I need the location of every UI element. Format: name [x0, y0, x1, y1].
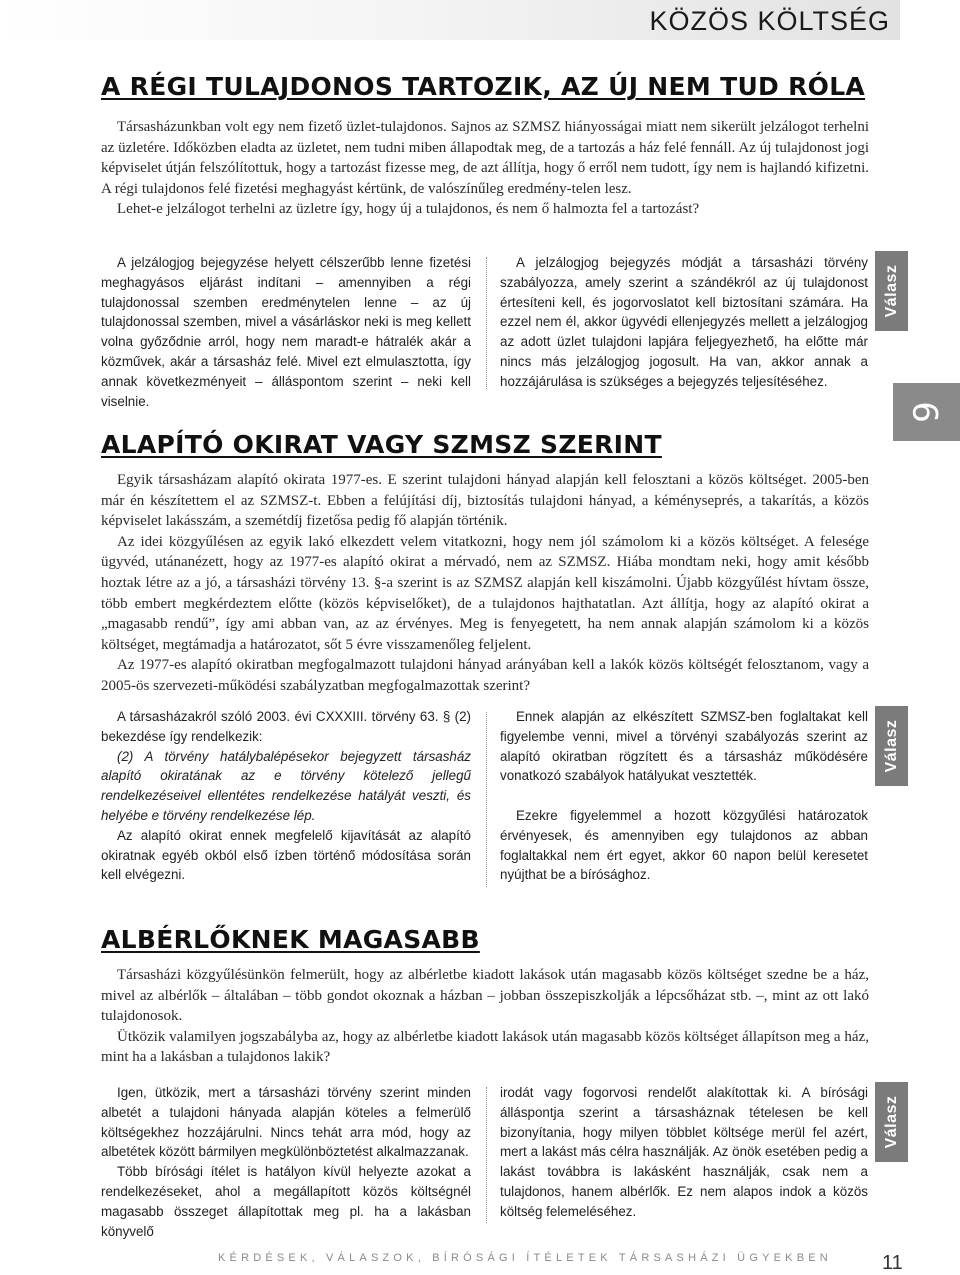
question-1 — [101, 117, 869, 220]
answer-2-left-paragraph: A társasházakról szóló 2003. évi CXXXIII. törvény 63. § (2) bekezdése így rendelkezik: — [101, 709, 471, 744]
section-title-3: ALBÉRLŐKNEK MAGASABB — [101, 925, 480, 954]
answer-3-right-paragraph: irodát vagy fogorvosi rendelőt alakítottak ki. A bírósági álláspontja szerint a társasháznak tételesen be kell bizonyítania, hogy milyen többlet költsége merül fel azért, mert a lakást más célra használják. Az önök esetében pedig a lakást továbbra is lakásként használják, csak nem a tulajdonos, hanem albérlők. Ez nem alapos indok a közös költség felemeléséhez. — [500, 1085, 868, 1219]
question-2-paragraph: Egyik társasházam alapító okirata 1977-es. E szerint tulajdoni hányad alapján kell felosztani a közös költséget. 2005-ben már én készítettem el az SZMSZ-t. Ebben a felújítási díj, biztosítás tulajdoni hányad, a kéményseprés, a takarítás, a közös képviselet lakásszám, a szemétdíj fizetősa pedig fő alapján történik. — [101, 472, 869, 530]
page-number: 11 — [882, 1252, 903, 1274]
answer-2-left-quote: (2) A törvény hatálybalépésekor bejegyzett társasház alapító okiratának az e törvény kötelező jellegű rendelkezéseivel ellentétes rendelkezése hatályát veszti, és helyébe e törvény rendelkezése lép. — [101, 748, 471, 823]
question-3-paragraph: Ütközik valamilyen jogszabályba az, hogy az albérletbe kiadott lakások után magasabb közös költséget állapítson meg a ház, mint ha a lakásban a tulajdonos lakik? — [101, 1028, 869, 1066]
question-2-paragraph: Az idei közgyűlésen az egyik lakó elkezdett velem vitatkozni, hogy nem jól számolom ki a közös költséget. A felesége ügyvéd, utánanézett, hogy az 1977-es alapító okirat a mérvadó, nem az SZMSZ. Hiába mondtam neki, hogy amit később hoztak létre az a jó, a társasházi törvény 13. §-a szerint is az SZMSZ alapján kell kiszámolni. Újabb közgyűlést hívtam össze, több embert megkérdeztem előtte (közös képviselőket), de a tulajdonos hajthatatlan. Azt állítja, hogy az alapító okirat a „magasabb rendű”, így ami abban van, az az érvényes. Meg is fenyegetett, ha nem annak alapján számolom ki a közös költséget, megtámadja a határozatot, sőt 5 évre visszamenőleg feljelent. — [101, 533, 869, 653]
answer-2-right-paragraph: Ezekre figyelemmel a hozott közgyűlési határozatok érvényesek, és amennyiben egy tulajdonos az abban foglaltakkal nem ért egyet, akkor 60 napon belül keresetet nyújthat be a bírósághoz. — [500, 807, 868, 883]
column-divider — [486, 257, 487, 389]
question-1-paragraph: Lehet-e jelzálogot terhelni az üzletre így, hogy új a tulajdonos, és nem ő halmozta fel a tartozást? — [117, 201, 700, 218]
answer-2-left-paragraph: Az alapító okirat ennek megfelelő kijavítását az alapító okiratnak egyéb okból első ízben történő módosítása során kell elvégezni. — [101, 827, 471, 883]
section-title-1: A RÉGI TULAJDONOS TARTOZIK, AZ ÚJ NEM TUD RÓLA — [101, 72, 866, 101]
valasz-label: Válasz — [882, 719, 900, 773]
answer-3-left-paragraph: Igen, ütközik, mert a társasházi törvény szerint minden albetét a tulajdoni hányada alapján köteles a felmerülő költségekhez hozzájárulni. Nincs tehát arra mód, hogy az albetétek között bármilyen megkülönböztetést alkalmazzanak. — [101, 1085, 471, 1160]
valasz-tab-1 — [875, 251, 908, 331]
footer-publication-title: KÉRDÉSEK, VÁLASZOK, BÍRÓSÁGI ÍTÉLETEK TÁRSASHÁZI ÜGYEKBEN — [218, 1252, 832, 1264]
running-header-title: KÖZÖS KÖLTSÉG — [649, 6, 890, 36]
chapter-number: 9 — [906, 401, 947, 423]
column-divider — [486, 712, 487, 887]
answer-1-left-column — [101, 253, 471, 411]
chapter-number-tab — [893, 383, 960, 441]
answer-2-right-paragraph: Ennek alapján az elkészített SZMSZ-ben foglaltakat kell figyelembe venni, mivel a törvényi szabályozás szerint az alapító okiratban rögzített és a társasház működésére vonatkozó szabályok hatályukat vesztették. — [500, 709, 868, 784]
answer-3-left-paragraph: Több bírósági ítélet is hatályon kívül helyezte azokat a rendelkezéseket, ahol a megállapított közös költségnél magasabb összeget állapítottak meg pl. ha a lakásban könyvelő — [101, 1164, 471, 1239]
valasz-tab-2 — [875, 706, 908, 786]
answer-1-right-column — [500, 253, 868, 392]
answer-3-right-column — [500, 1083, 868, 1222]
answer-1-left-paragraph: A jelzálogjog bejegyzése helyett célszerűbb lenne fizetési meghagyásos eljárást indítani – amennyiben a régi tulajdonossal szemben eredménytelen lenne – az új tulajdonossal szemben, mivel a vásárláskor neki is meg kellett volna győződnie arról, hogy nem maradt-e hátralék akár a közművek, akár a társasház felé. Mivel ezt elmulasztotta, így annak következményeit – álláspontom szerint – neki kell viselnie. — [101, 255, 471, 409]
answer-2-right-column — [500, 707, 868, 885]
answer-1-right-paragraph: A jelzálogjog bejegyzés módját a társasházi törvény szabályozza, amely szerint a szándékról az új tulajdonost értesíteni kell, és jogorvoslatot kell biztosítani számára. Ha ezzel nem él, akkor ügyvédi ellenjegyzés mellett a jelzálogjog az adott üzlet tulajdoni lapjára feljegyezhető, ha előtte már nincs más jelzálogjog jogosult. Ha van, akkor annak a hozzájárulása is szükséges a bejegyzés teljesítéséhez. — [500, 255, 868, 389]
question-3 — [101, 965, 869, 1068]
question-3-paragraph: Társasházi közgyűlésünkön felmerült, hogy az albérletbe kiadott lakások után magasabb közös költséget szedne be a ház, mivel az albérlők – általában – több gondot okoznak a házban – jobban összepiszkolják a lépcsőházat stb. –, mint az ott lakó tulajdonosok. — [101, 967, 869, 1025]
valasz-label: Válasz — [882, 264, 900, 318]
answer-2-left-column — [101, 707, 471, 885]
valasz-label: Válasz — [882, 1095, 900, 1149]
section-title-2: ALAPÍTÓ OKIRAT VAGY SZMSZ SZERINT — [101, 430, 662, 459]
question-2-paragraph: Az 1977-es alapító okiratban megfogalmazott tulajdoni hányad arányában kell a lakók közös költségét felosztanom, vagy a 2005-ös szervezeti-működési szabályzatban megfogalmazottak szerint? — [101, 657, 869, 694]
answer-3-left-column — [101, 1083, 471, 1241]
valasz-tab-3 — [875, 1082, 908, 1162]
question-1-paragraph: Társasházunkban volt egy nem fizető üzlet-tulajdonos. Sajnos az SZMSZ hiányosságai miatt nem sikerült jelzálogot terhelni az üzletére. Időközben eladta az üzletet, nem tudni miben állapodtak meg, de a tartozás a ház felé fennáll. Az új tulajdonost jogi képviselet útján felszólítottuk, hogy a tartozást fizesse meg, de azt állítja, hogy ő erről nem tudott, így nem is hajlandó kifizetni. A régi tulajdonos felé fizetési meghagyást kértünk, de valószínűleg eredmény-telen lesz. — [101, 119, 869, 197]
column-divider — [486, 1087, 487, 1223]
question-2 — [101, 470, 869, 697]
